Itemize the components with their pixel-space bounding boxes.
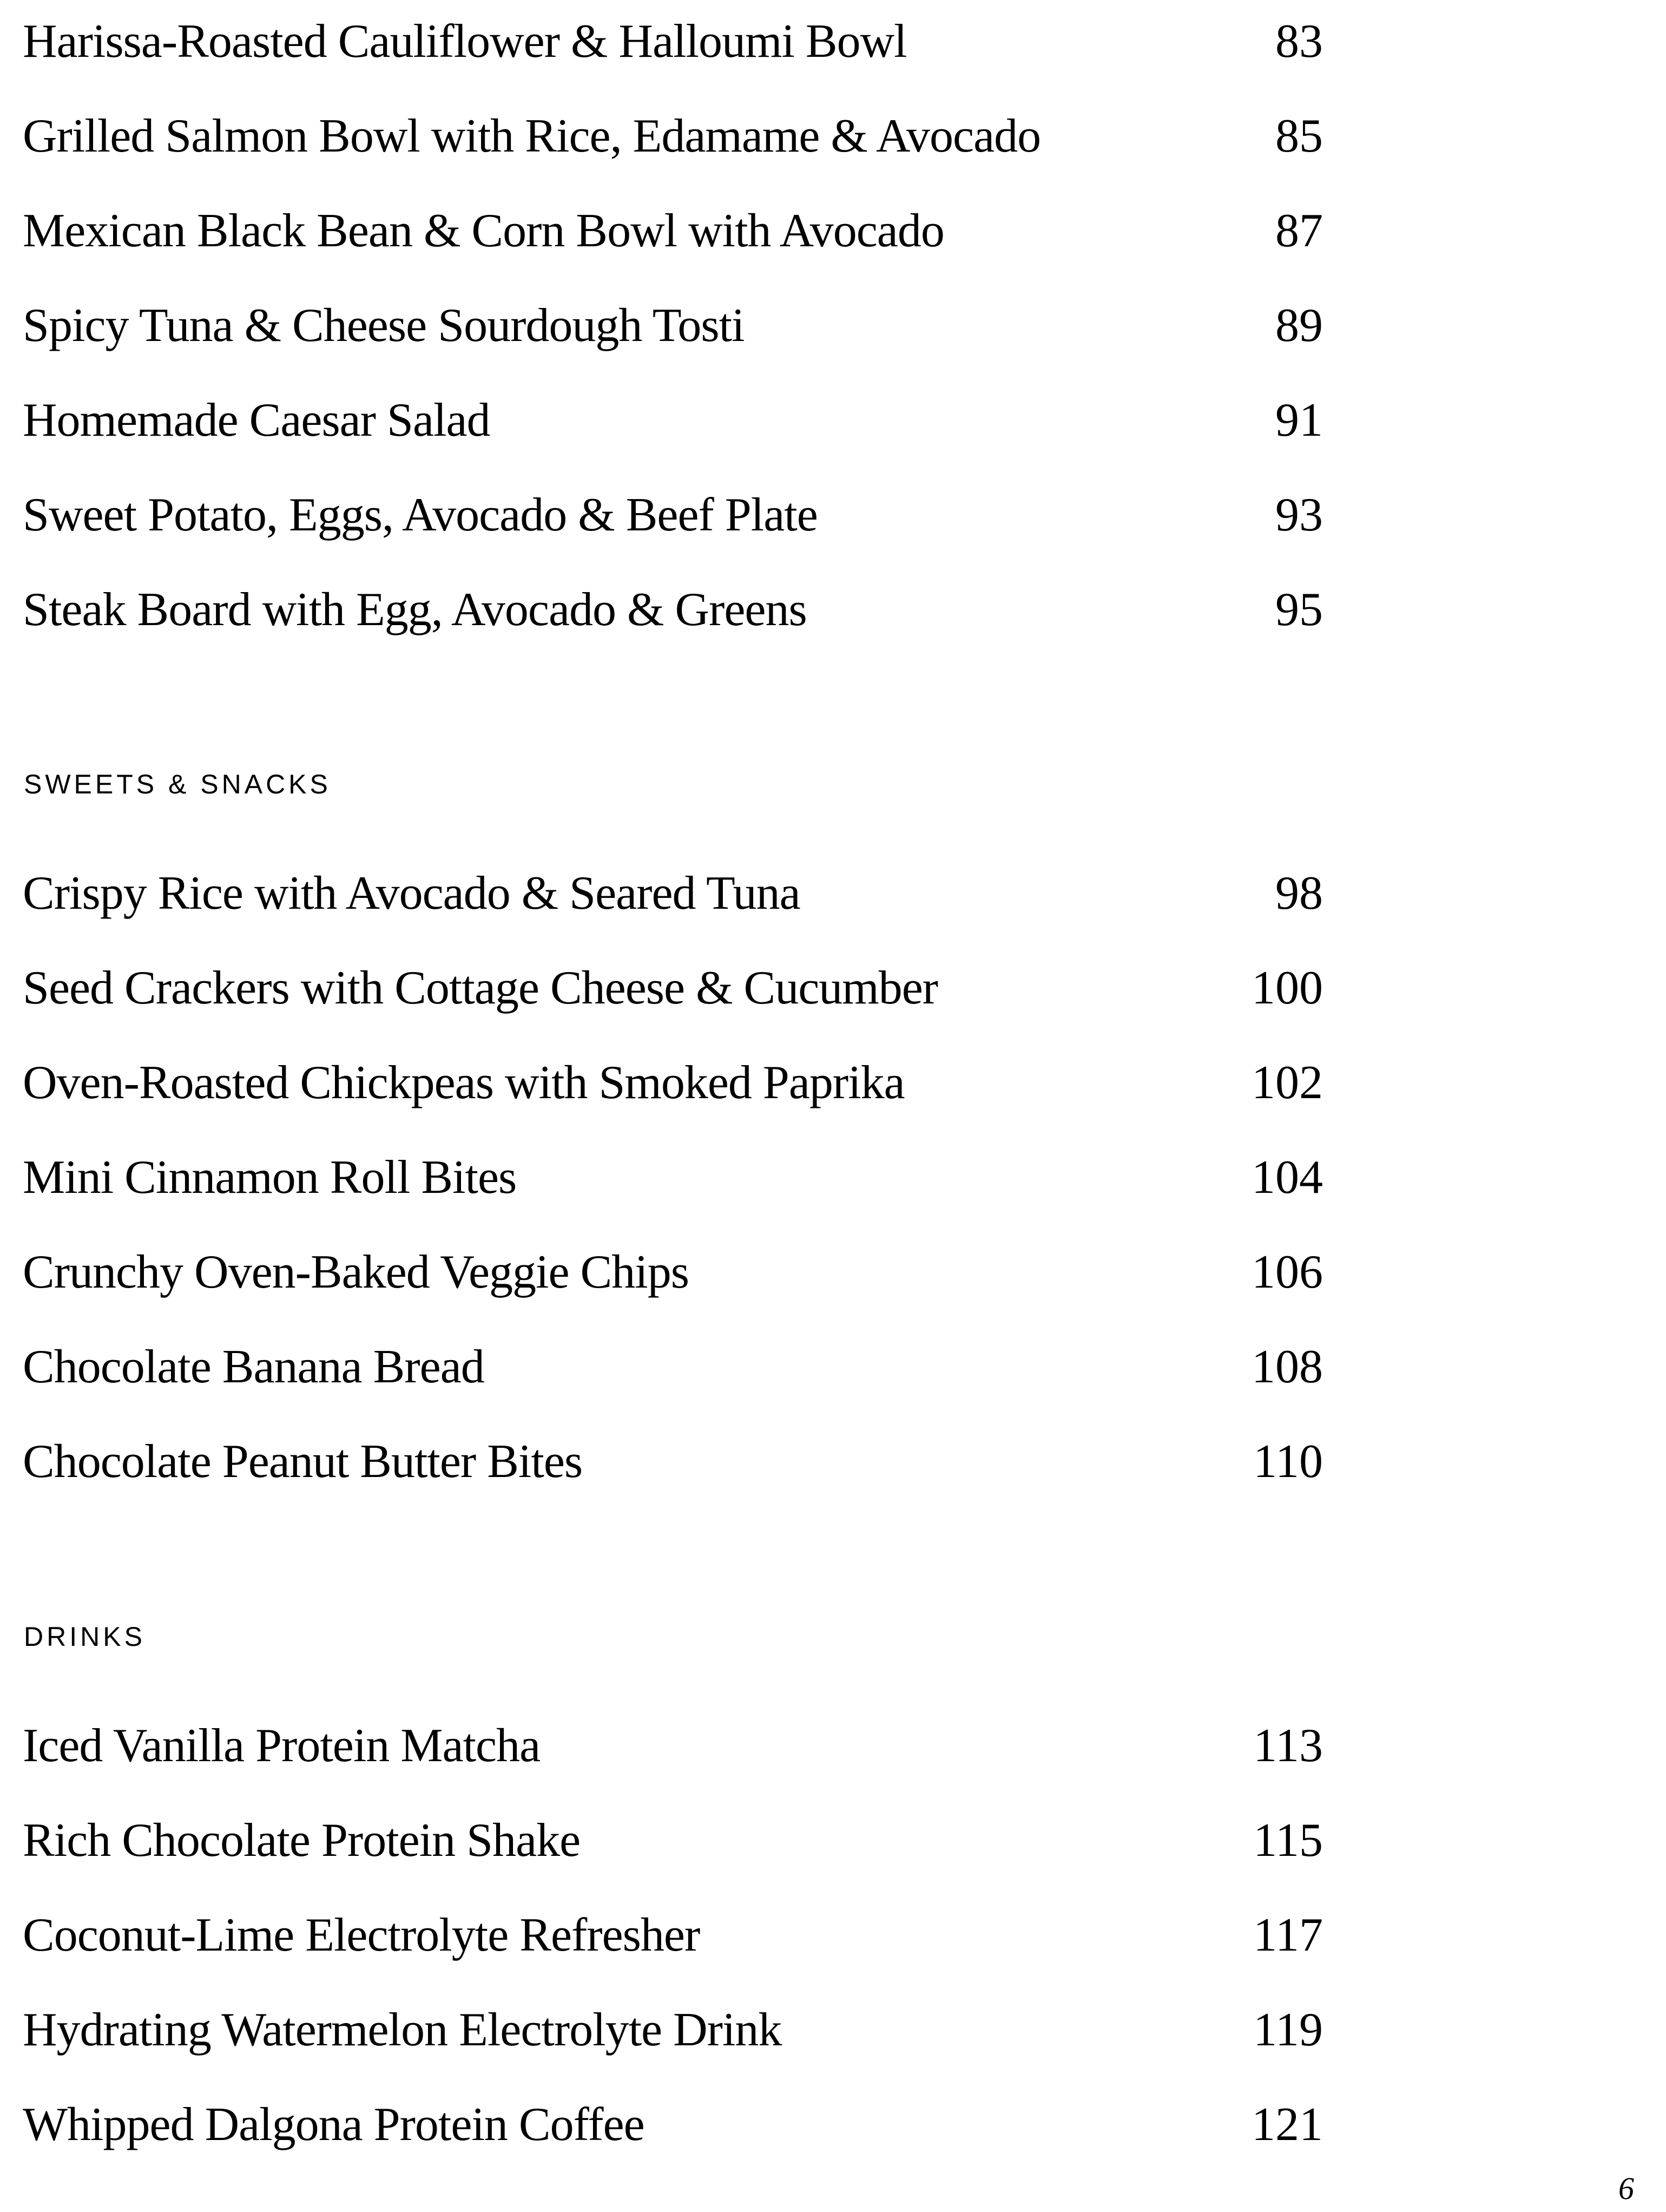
- toc-item-name: Chocolate Peanut Butter Bites: [23, 1435, 583, 1488]
- toc-item-name: Spicy Tuna & Cheese Sourdough Tosti: [23, 299, 745, 352]
- toc-item-name: Crispy Rice with Avocado & Seared Tuna: [23, 867, 800, 920]
- toc-item-row: [23, 577, 1323, 642]
- toc-item-name: Mini Cinnamon Roll Bites: [23, 1151, 517, 1204]
- toc-item-page: 93: [1275, 488, 1323, 541]
- toc-item-row: [23, 9, 1323, 74]
- toc-item-page: 104: [1252, 1151, 1323, 1204]
- toc-item-page: 121: [1252, 2098, 1323, 2151]
- toc-item-row: [23, 2092, 1323, 2157]
- toc-item-name: Iced Vanilla Protein Matcha: [23, 1719, 541, 1772]
- toc-item-row: [23, 1808, 1323, 1873]
- toc-item-name: Hydrating Watermelon Electrolyte Drink: [23, 2003, 782, 2056]
- toc-item-name: Rich Chocolate Protein Shake: [23, 1814, 581, 1867]
- toc-item-name: Crunchy Oven-Baked Veggie Chips: [23, 1245, 689, 1298]
- toc-item-name: Sweet Potato, Eggs, Avocado & Beef Plate: [23, 488, 818, 541]
- toc-item-name: Seed Crackers with Cottage Cheese & Cucumber: [23, 961, 938, 1014]
- toc-item-page: 113: [1253, 1719, 1323, 1772]
- toc-item-page: 102: [1252, 1056, 1323, 1109]
- toc-item-row: [23, 1997, 1323, 2062]
- toc-item-page: 98: [1275, 867, 1323, 920]
- toc-item-page: 117: [1253, 1908, 1323, 1961]
- toc-item-name: Coconut-Lime Electrolyte Refresher: [23, 1908, 700, 1961]
- toc-item-row: [23, 103, 1323, 168]
- toc-item-row: [23, 1239, 1323, 1304]
- toc-item-name: Oven-Roasted Chickpeas with Smoked Paprika: [23, 1056, 905, 1109]
- toc-item-name: Mexican Black Bean & Corn Bowl with Avocado: [23, 204, 944, 257]
- toc-item-row: [23, 1145, 1323, 1210]
- toc-item-page: 95: [1275, 583, 1323, 636]
- toc-item-name: Steak Board with Egg, Avocado & Greens: [23, 583, 807, 636]
- toc-item-name: Homemade Caesar Salad: [23, 393, 490, 447]
- toc-item-row: [23, 1334, 1323, 1399]
- toc-item-name: Grilled Salmon Bowl with Rice, Edamame & Avocado: [23, 109, 1041, 162]
- toc-item-row: [23, 955, 1323, 1020]
- toc-item-name: Whipped Dalgona Protein Coffee: [23, 2098, 644, 2151]
- toc-item-page: 83: [1275, 15, 1323, 68]
- toc-item-name: Harissa-Roasted Cauliflower & Halloumi Bowl: [23, 15, 907, 68]
- toc-item-page: 100: [1252, 961, 1323, 1014]
- toc-item-page: 108: [1252, 1340, 1323, 1393]
- section-header-drinks: DRINKS: [24, 1622, 146, 1652]
- toc-item-page: 87: [1275, 204, 1323, 257]
- toc-item-row: [23, 482, 1323, 547]
- page-number: 6: [1618, 2170, 1634, 2206]
- toc-item-row: [23, 1902, 1323, 1967]
- toc-item-page: 110: [1253, 1435, 1323, 1488]
- toc-item-page: 106: [1252, 1245, 1323, 1298]
- toc-item-page: 115: [1253, 1814, 1323, 1867]
- toc-item-page: 119: [1253, 2003, 1323, 2056]
- toc-item-row: [23, 293, 1323, 358]
- toc-item-row: [23, 198, 1323, 263]
- toc-item-row: [23, 1050, 1323, 1115]
- toc-item-name: Chocolate Banana Bread: [23, 1340, 484, 1393]
- toc-item-row: [23, 1429, 1323, 1494]
- toc-item-row: [23, 1713, 1323, 1778]
- toc-item-row: [23, 388, 1323, 452]
- toc-item-page: 85: [1275, 109, 1323, 162]
- toc-item-page: 91: [1275, 393, 1323, 447]
- toc-item-page: 89: [1275, 299, 1323, 352]
- toc-item-row: [23, 861, 1323, 926]
- section-header-sweets-snacks: SWEETS & SNACKS: [24, 769, 331, 799]
